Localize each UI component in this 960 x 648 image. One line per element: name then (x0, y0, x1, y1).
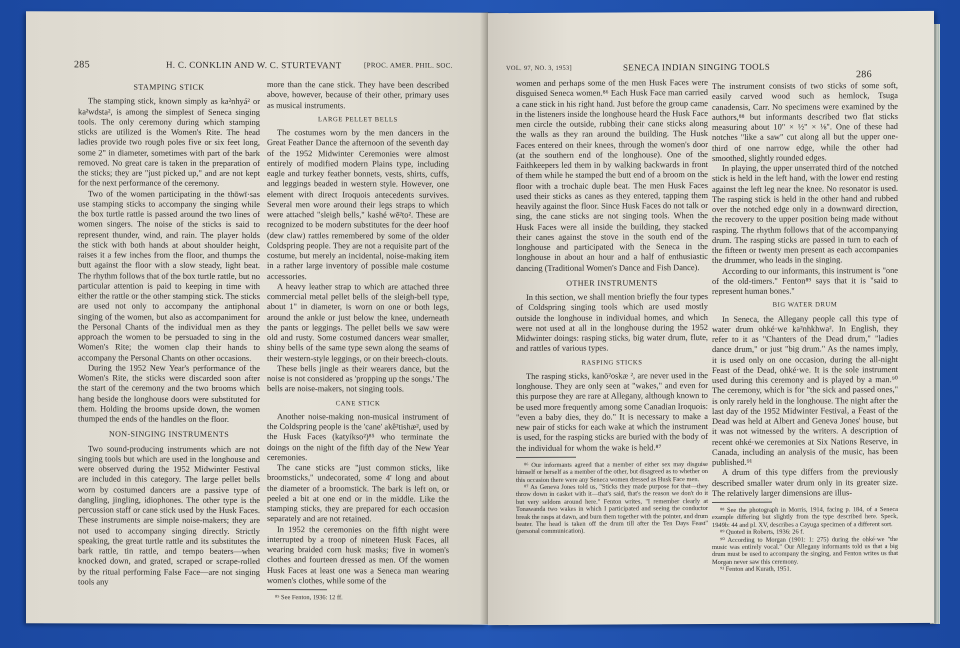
left-page (26, 11, 488, 625)
left-running-head: H. C. CONKLIN AND W. C. STURTEVANT (166, 59, 342, 71)
footnote-rule (516, 456, 576, 457)
footnote: ⁹¹ Fenton and Kurath, 1951. (720, 565, 792, 574)
footnote-rule (267, 589, 327, 590)
footnotes (516, 461, 708, 536)
footnote: ⁸⁹ Quoted in Roberts, 1936: 26 f. (720, 528, 804, 537)
paragraph: Another noise-making non-musical instrument of the Coldspring people is the 'cane' akê²tishæ², used by the Husk Faces (katyíkso²)⁸⁵ who terminate the doings on the night of the fifth day of the New Year ceremonies. (267, 411, 449, 462)
subsection-heading: RASPING STICKS (581, 358, 643, 367)
left-running-head-ref: [PROC. AMER. PHIL. SOC. (364, 61, 453, 70)
paragraph: In playing, the upper unserrated third of the notched stick is held in the left hand, with the lower end resting against the left leg near the knee. No resonator is used. The rasping stick is held in the other hand and rubbed over the notched edge only in a downward direction, the recovery to the upper position being made without rasping. The rhythm follows that of the accompanying drum. The rasping sticks are passed in turn to each of the fifteen or twenty men present as each accompanies the drummer, who leads in the singing. (712, 163, 898, 266)
right-running-head: SENECA INDIAN SINGING TOOLS (623, 61, 771, 73)
paragraph: These bells jingle as their wearers dance, but the noise is not considered as 'propping up the songs.' The bells are noise-makers, not singing tools. (267, 363, 449, 394)
paragraph: more than the cane stick. They have been described above, however, because of their other, primary uses as musical instruments. (267, 80, 449, 110)
footnote: ⁸⁸ See the photograph in Morris, 1914, facing p. 184, of a Seneca example differing but slightly from the type described here. Speck, 1949b: 44 and pl. XV, describes a Cayuga specimen of a different sort. (712, 506, 898, 529)
right-column-2 (712, 81, 898, 574)
left-column-2 (267, 80, 449, 602)
subsection-heading: CANE STICK (335, 399, 381, 407)
paragraph: Two sound-producing instruments which are not singing tools but which are used in the longhouse and were observed during the 1952 Midwinter Festival are included in this category. The large pellet bells worn by costumed dancers are a passive type of dangling, jingling, idiophones. The other type is the percussion staff or cane stick used by the Husk Faces. These instruments are simple noise-makers; they are not used to accompany singing directly. Strictly speaking, the great turtle rattle and its substitutes the bark rattle, tin rattle, and tempo beaters—when knocked down, and grated, scraped or scrape-rolled by the ritual performing False Face—are not singing tools any (78, 443, 260, 587)
paragraph: Two of the women participating in the thōwī·sas use stamping sticks to accompany the singing while the box turtle rattle is passed around the two lines of women singers. The noise of the sticks is said to represent thunder, wind, and rain. The player holds the stick with both hands at about shoulder height, raises it a few inches from the floor, and thumps the butt against the floor with a slow steady, light beat. The rhythm follows that of the box turtle rattle, but no particular attention is paid to keeping in time with either the rattle or the other stamping stick. The sticks are used not only to accompany the antiphonal singing of the women, but also as accompaniment for the Personal Chants of the individual men as they approach the women to be persuaded to sing in the Women's Rite; the women clap their hands to accompany the Personal Chants on other occasions. (78, 188, 260, 363)
paragraph: In this section, we shall mention briefly the four types of Coldspring singing tools which are used mostly outside the longhouse in individual homes, and which were not used at all in the longhouse during the 1952 Midwinter doings: rasping sticks, big water drum, flute, and rattles of various types. (516, 292, 708, 354)
section-heading: OTHER INSTRUMENTS (566, 278, 658, 288)
footnote: ⁸⁵ See Fenton, 1936: 12 ff. (275, 594, 343, 602)
paragraph: women and perhaps some of the men Husk Faces were disguised Seneca women.⁸⁶ Each Husk Face man carried a cane stick in his right hand. Just before the group came in the listeners inside the longhouse heard the Husk Face men circle the outside, rubbing their cane sticks along the walls as they ran around the building. The Husk Faces entered on their knees, through the women's door (at the southern end of the longhouse). One of the Faithkeepers led them in by walking backwards in front of them while he stamped the butt end of a broom on the floor with a trochaic duple beat. The men Husk Faces used their sticks as canes as they entered, tapping them heavily against the floor. Since Husk Faces do not talk or sing, the cane sticks are not singing tools. When the Husk Faces were all inside the building, they stacked their canes against the stove in the south end of the longhouse and participated with the Seneca in the longhouse in about an hour and a half of enthusiastic dancing (Traditional Women's Dance and Fish Dance). (516, 78, 708, 273)
paragraph: In 1952 the ceremonies on the fifth night were interrupted by a troop of nineteen Husk Faces, all wearing braided corn husk masks; five in women's clothes and fourteen dressed as men. Of the women Husk Faces at least one was a Seneca man wearing women's clothes, while some of the (267, 524, 449, 586)
paragraph: During the 1952 New Year's performance of the Women's Rite, the sticks were discarded soon after the start of the ceremony and the two brooms which hang beside the longhouse doors were substituted for them. Holding the brooms upside down, the women thumped the ends of the handles on the floor. (78, 363, 260, 424)
left-column-1 (78, 77, 260, 588)
right-page-number: 286 (856, 69, 872, 81)
footnote: ⁹⁰ According to Morgan (1901: 1: 275) during the ohké·we "the music was entirely vocal." Our Allegany informants told us that a big drum must be used to accompany the singing, and Fenton writes us that Morgan never saw this ceremony. (712, 535, 898, 566)
section-heading: NON-SINGING INSTRUMENTS (108, 429, 230, 440)
right-running-head-ref: VOL. 97, NO. 3, 1953] (506, 64, 572, 73)
subsection-heading: LARGE PELLET BELLS (318, 115, 398, 124)
paragraph: A heavy leather strap to which are attached three commercial metal pellet bells of the sleigh-bell type, about 1" in diameter, is worn on one or both legs, around the ankle or just below the knee, underneath the pants or leggings. The pellet bells we saw were old and rusty. Some costumed dancers wear smaller, shiny bells of the same type sewn along the seams of their western-style leggings, or on their breech-clouts. (267, 281, 449, 364)
footnotes (712, 506, 898, 574)
paragraph: A drum of this type differs from the previously described smaller water drum only in its greater size. The relatively larger dimensions are illus- (712, 467, 898, 498)
paragraph: The instrument consists of two sticks of some soft, easily carved wood such as hemlock, Tsuga canadensis, Carr. No specimens were examined by the authors,⁸⁸ but informants described two flat sticks measuring about 10" × ½" × ⅛". One of these had notches "like a saw" cut along all but the upper one-third of one narrow edge, while the other had smoothed, slightly rounded edges. (712, 81, 898, 163)
paragraph: The cane sticks are "just common sticks, like broomsticks," undecorated, some 4' long and about the diameter of a broomstick. The bark is left on, or peeled a bit at one end or in the middle. Like the stamping sticks, they are prepared for each occasion separately and are not retained. (267, 463, 449, 524)
right-column-1 (516, 78, 708, 536)
paragraph: According to our informants, this instrument is "one of the old-timers." Fenton⁸⁹ says that it is "said to represent human bones." (712, 265, 898, 296)
section-heading: STAMPING STICK (133, 82, 205, 92)
paragraph: The stamping stick, known simply as ka²nhyá² or ka²wdsta², is among the simplest of Seneca singing tools. The only ceremony during which stamping sticks are utilized is the Women's Rite. The head ladies provide two rough poles five or six feet long, some 2" in diameter, sometimes with part of the bark removed. No great care is taken in the preparation of the sticks; they are "just picked up," and are not kept for the next performance of the ceremony. (78, 96, 260, 189)
footnote: ⁸⁷ As Geneva Jones told us, "Sticks they made purpose for that—they throw down in casket with it—that's said, that's the reason we don't do it but very seldom around here." Fenton writes, "I remember clearly at Tonawanda two wakes in which I participated and seeing the conductor break the rasps at dawn, and burn them together with the pointer, and drum beater. The head is taken off the drum till after the Ten Days Feast" (personal communication). (516, 482, 708, 536)
paragraph: The rasping sticks, kanō²oskæ ², are never used in the longhouse. They are only seen at "wakes," and even for this purpose they are rare at Allegany, although known to be used more frequently among some Canadian Iroquois: "even a baby dies, they do." It is necessary to make a new pair of sticks for each wake at which the instrument is used, for the rasping sticks are buried with the body of the individual for whom the wake is held.⁸⁷ (516, 370, 708, 453)
right-page (488, 11, 934, 625)
left-page-number: 285 (74, 59, 90, 71)
subsection-heading: BIG WATER DRUM (772, 301, 838, 309)
footnote-rule (712, 502, 772, 503)
footnote: ⁸⁶ Our informants agreed that a member of either sex may disguise himself or herself as a member of the other, but disagreed as to whether on this occasion there were any Seneca women dressed as Husk Face men. (516, 460, 708, 484)
paragraph: The costumes worn by the men dancers in the Great Feather Dance the afternoon of the seventh day of the 1952 Midwinter Ceremonies were almost entirely of modified modern Plains type, including eagle and turkey feather bonnets, vests, shirts, cuffs, and leggings beaded in western style. However, one element with direct Iroquois antecedents survives. Several men wore around their legs straps to which were attached "sleigh bells," kashé wē²to². These are recognized to be modern substitutes for the deer hoof (dew claw) rattles remembered by some of the older Coldspring people. They are not a requisite part of the costume, but merely an incidental, noise-making item in a rather large inventory of possible male costume accessories. (267, 128, 449, 281)
paragraph: In Seneca, the Allegany people call this type of water drum ohké·we ka²nhkhwa². In English, they refer to it as "Chanters of the Dead drum," "ladies dance drum," or just "big drum." As the names imply, it is used only on one occasion, during the all-night Feast of the Dead, ohké·we. It is the sole instrument used during this ceremony and is played by a man.⁹⁰ The ceremony, which is for "the sick and passed ones," is only rarely held in the longhouse. The night after the last day of the 1952 Midwinter Festival, a Feast of the Dead was held at Albert and Geneva Jones' house, but it was not witnessed by the writers. A description of recent ohké·we ceremonies at Six Nations Reserve, in Canada, including an analysis of the music, has been published.⁹¹ (712, 313, 898, 467)
footnotes (267, 594, 449, 602)
